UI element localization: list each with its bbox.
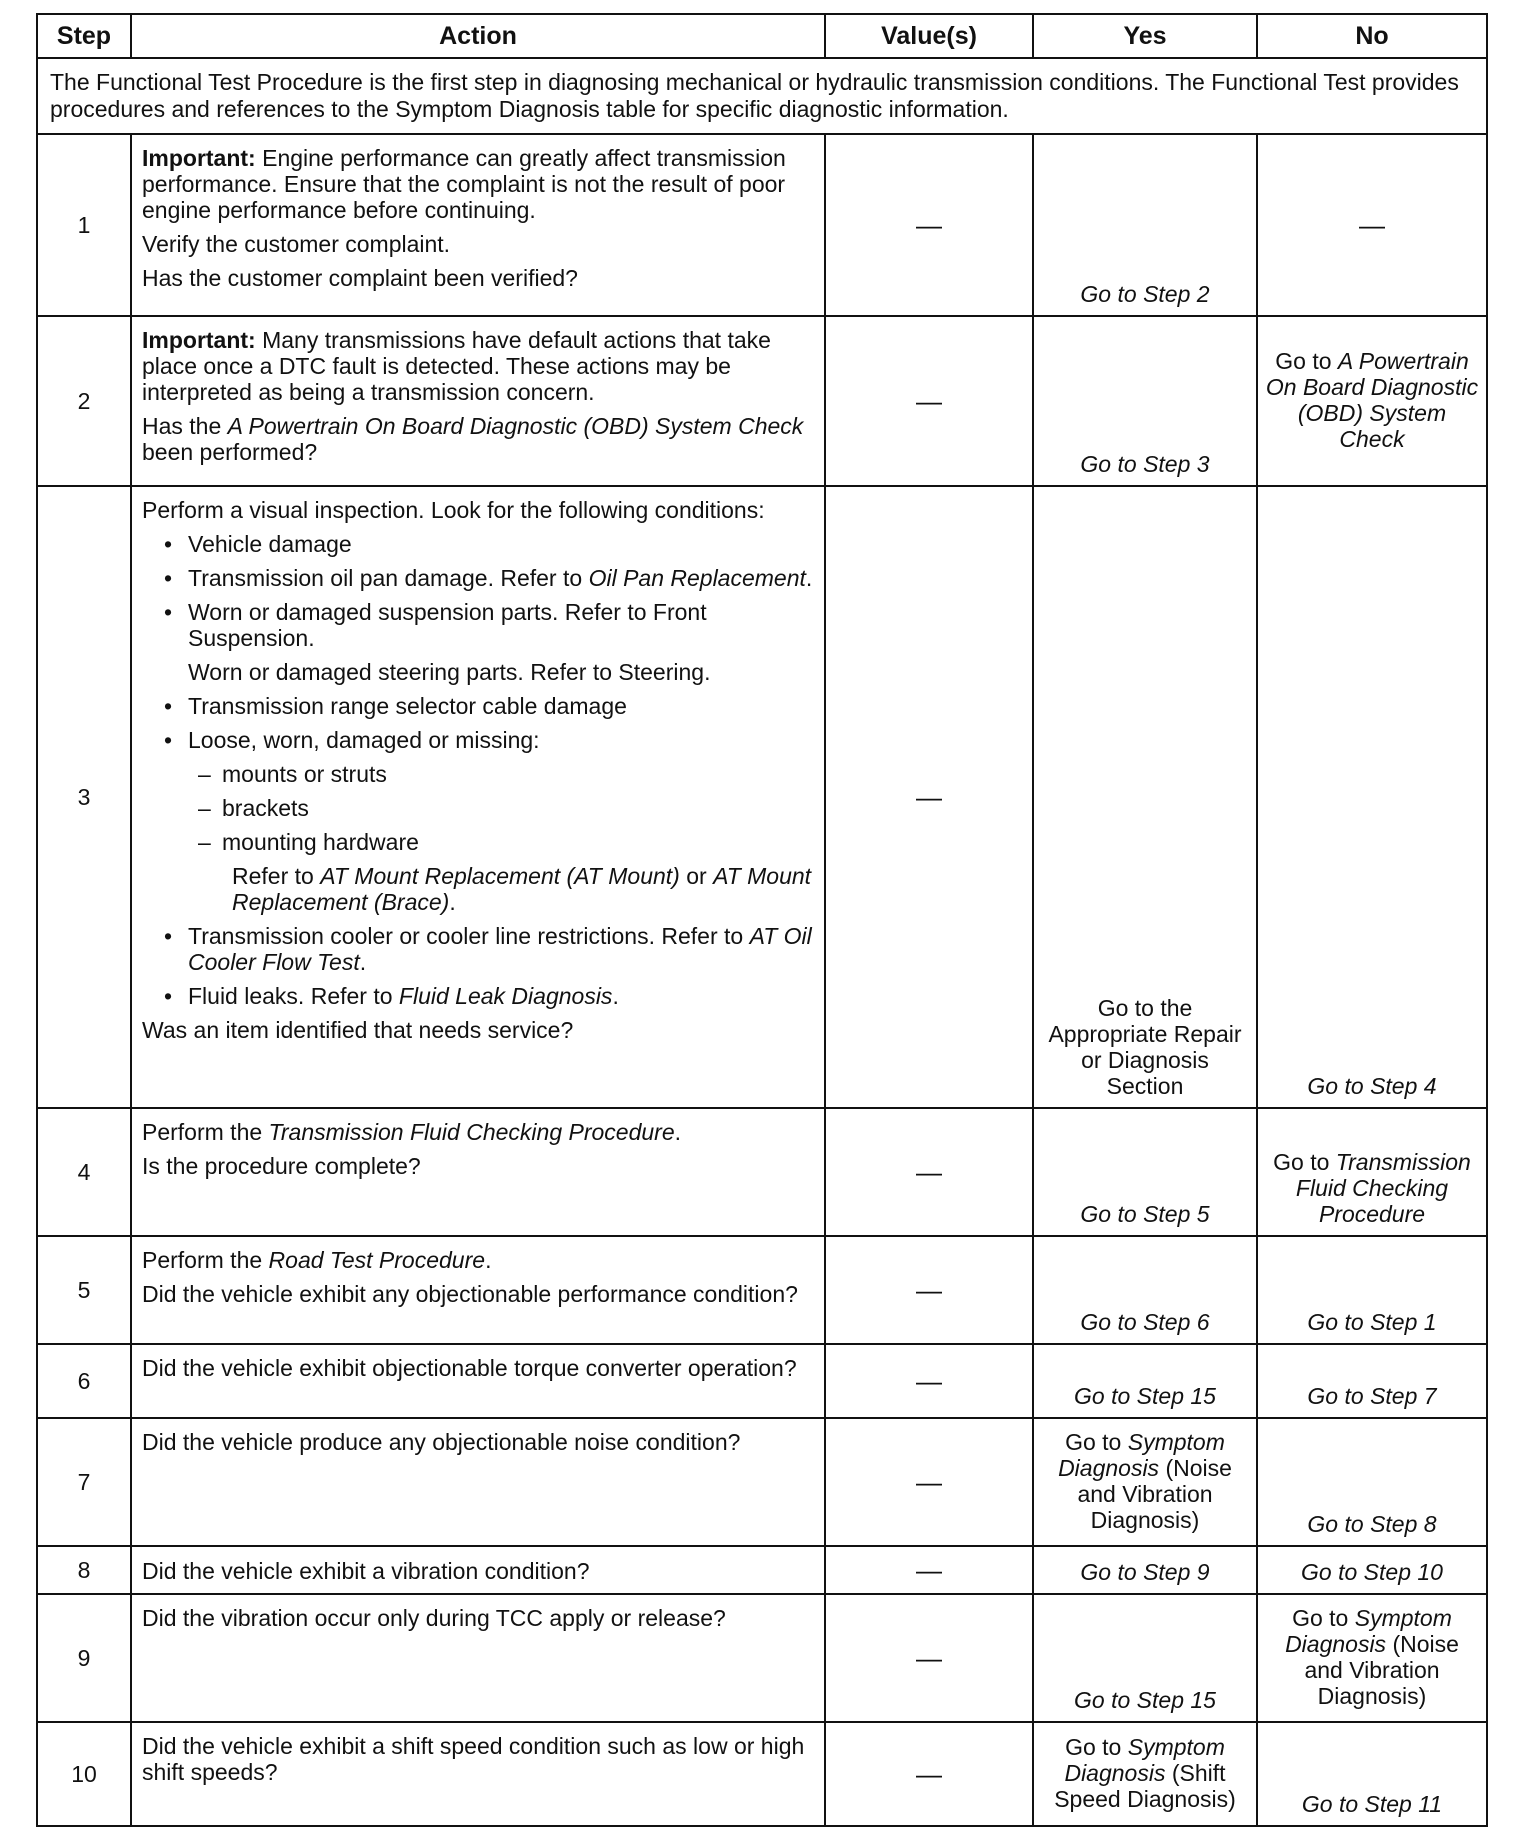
- item-text: .: [359, 949, 367, 975]
- value-cell: —: [825, 486, 1033, 1108]
- header-step: Step: [37, 14, 131, 58]
- action-question: Did the vehicle exhibit any objectionable performance condition?: [142, 1281, 798, 1307]
- sub-list-item: – mounting hardware: [198, 829, 814, 855]
- header-values: Value(s): [825, 14, 1033, 58]
- no-cell: Go to Step 10: [1257, 1546, 1487, 1594]
- table-row: [37, 1418, 1487, 1546]
- no-cell: Go to Step 8: [1257, 1418, 1487, 1546]
- no-text: Go to: [1275, 348, 1338, 374]
- step-number: 7: [37, 1418, 131, 1546]
- item-text: Transmission oil pan damage. Refer to: [188, 565, 589, 591]
- yes-cell: Go to Step 2: [1033, 134, 1257, 316]
- line-text: Perform the: [142, 1247, 269, 1273]
- line-link-text: Transmission Fluid Checking Procedure: [268, 1119, 675, 1145]
- list-item: • Vehicle damage: [164, 531, 814, 557]
- item-link-text: Fluid Leak Diagnosis: [398, 983, 613, 1009]
- step-number: 9: [37, 1594, 131, 1722]
- yes-link-text: Symptom Diagnosis: [1058, 1429, 1225, 1481]
- value-cell: —: [825, 316, 1033, 486]
- value-cell: —: [825, 1108, 1033, 1236]
- action-cell: [131, 486, 825, 1108]
- step-number: 1: [37, 134, 131, 316]
- list-item-continuation: Worn or damaged steering parts. Refer to Steering.: [188, 659, 711, 685]
- action-cell: [131, 1236, 825, 1344]
- yes-link-text: Symptom Diagnosis: [1064, 1734, 1225, 1786]
- list-item: [164, 599, 814, 651]
- ref-text: .: [449, 889, 456, 915]
- action-cell: [131, 1418, 825, 1546]
- value-cell: —: [825, 1344, 1033, 1418]
- value-cell: —: [825, 134, 1033, 316]
- important-label: Important:: [142, 327, 256, 353]
- yes-cell: Go to Step 15: [1033, 1344, 1257, 1418]
- yes-cell: Go to the Appropriate Repair or Diagnosis Section: [1033, 486, 1257, 1108]
- no-text: Go to: [1292, 1605, 1355, 1631]
- no-text: Go to: [1273, 1149, 1336, 1175]
- action-question: Is the procedure complete?: [142, 1153, 421, 1179]
- item-text: Loose, worn, damaged or missing:: [188, 727, 540, 753]
- no-cell: Go to Step 1: [1257, 1236, 1487, 1344]
- item-text: .: [805, 565, 813, 591]
- table-row: [37, 1108, 1487, 1236]
- intro-text: The Functional Test Procedure is the first step in diagnosing mechanical or hydraulic transmission conditions. The Functional Test provides procedures and references to the Symptom Diagnosis table for specific diagnostic information.: [37, 58, 1487, 134]
- table-row: [37, 1594, 1487, 1722]
- action-question: Did the vehicle exhibit a vibration condition?: [142, 1558, 590, 1584]
- no-cell: [1257, 1594, 1487, 1722]
- sub-list-item: – mounts or struts: [198, 761, 814, 787]
- sub-list: [188, 761, 814, 855]
- step-number: 10: [37, 1722, 131, 1826]
- line-text: Perform the: [142, 1119, 269, 1145]
- ref-text: Refer to: [232, 863, 321, 889]
- important-text: Engine performance can greatly affect transmission performance. Ensure that the complaint is not the result of poor engine performance before continuing.: [142, 145, 786, 223]
- table-row: [37, 1236, 1487, 1344]
- action-cell: [131, 1108, 825, 1236]
- item-text: Worn or damaged suspension parts. Refer to Front Suspension.: [188, 599, 707, 651]
- action-line: Verify the customer complaint.: [142, 231, 451, 257]
- no-text: (Noise and Vibration Diagnosis): [1304, 1631, 1459, 1709]
- important-text: Many transmissions have default actions that take place once a DTC fault is detected. These actions may be interpreted as being a transmission concern.: [142, 327, 771, 405]
- line-text: .: [485, 1247, 492, 1273]
- yes-cell: Go to Step 9: [1033, 1546, 1257, 1594]
- table-row: [37, 1722, 1487, 1826]
- action-question: Did the vehicle produce any objectionable noise condition?: [142, 1429, 741, 1455]
- value-cell: —: [825, 1594, 1033, 1722]
- action-question: [142, 413, 814, 465]
- yes-cell: Go to Step 15: [1033, 1594, 1257, 1722]
- yes-cell: Go to Step 6: [1033, 1236, 1257, 1344]
- action-cell: [131, 316, 825, 486]
- yes-text: (Shift Speed Diagnosis): [1054, 1760, 1236, 1812]
- action-question: Has the customer complaint been verified?: [142, 265, 578, 291]
- no-link-text: Symptom Diagnosis: [1285, 1605, 1452, 1657]
- no-cell: [1257, 1108, 1487, 1236]
- no-cell: Go to Step 7: [1257, 1344, 1487, 1418]
- header-row: [37, 14, 1487, 58]
- value-cell: —: [825, 1546, 1033, 1594]
- header-action: Action: [131, 14, 825, 58]
- table-row: [37, 486, 1487, 1108]
- value-cell: —: [825, 1418, 1033, 1546]
- action-cell: [131, 1722, 825, 1826]
- action-intro: Perform a visual inspection. Look for the following conditions:: [142, 497, 765, 523]
- item-text: Fluid leaks. Refer to: [188, 983, 399, 1009]
- action-question: Did the vibration occur only during TCC apply or release?: [142, 1605, 726, 1631]
- list-item: [164, 565, 814, 591]
- action-line: [142, 1119, 814, 1145]
- action-question: Did the vehicle exhibit objectionable torque converter operation?: [142, 1355, 797, 1381]
- list-item: [164, 727, 814, 915]
- ref-link-text: AT Mount Replacement (Brace): [232, 863, 812, 915]
- value-cell: —: [825, 1722, 1033, 1826]
- no-link-text: A Powertrain On Board Diagnostic (OBD) System Check: [1265, 348, 1479, 452]
- step-number: 5: [37, 1236, 131, 1344]
- item-text: Transmission cooler or cooler line restrictions. Refer to: [188, 923, 750, 949]
- table-row: [37, 134, 1487, 316]
- item-link-text: AT Oil Cooler Flow Test: [188, 923, 812, 975]
- yes-cell: Go to Step 3: [1033, 316, 1257, 486]
- intro-row: [37, 58, 1487, 134]
- action-cell: [131, 134, 825, 316]
- header-no: No: [1257, 14, 1487, 58]
- sub-list-item: – brackets: [198, 795, 814, 821]
- table-row: [37, 316, 1487, 486]
- yes-text: (Noise and Vibration Diagnosis): [1077, 1455, 1232, 1533]
- important-label: Important:: [142, 145, 256, 171]
- no-cell: —: [1257, 134, 1487, 316]
- header-yes: Yes: [1033, 14, 1257, 58]
- list-item: • Transmission range selector cable damage: [164, 693, 814, 719]
- action-question: Did the vehicle exhibit a shift speed condition such as low or high shift speeds?: [142, 1733, 805, 1785]
- diagnostic-table: [36, 13, 1488, 1827]
- table-row: [37, 1546, 1487, 1594]
- list-item: [164, 983, 814, 1009]
- list-item: [164, 923, 814, 975]
- yes-cell: [1033, 1722, 1257, 1826]
- yes-text: Go to: [1065, 1734, 1128, 1760]
- condition-list: [142, 693, 814, 1009]
- step-number: 6: [37, 1344, 131, 1418]
- value-cell: —: [825, 1236, 1033, 1344]
- yes-text: Go to: [1065, 1429, 1128, 1455]
- yes-cell: Go to Step 5: [1033, 1108, 1257, 1236]
- action-question: Was an item identified that needs service?: [142, 1017, 574, 1043]
- no-cell: Go to Step 4: [1257, 486, 1487, 1108]
- step-number: 4: [37, 1108, 131, 1236]
- no-cell: [1257, 316, 1487, 486]
- no-cell: Go to Step 11: [1257, 1722, 1487, 1826]
- action-cell: [131, 1546, 825, 1594]
- sub-list-reference: [188, 863, 814, 915]
- question-text: been performed?: [142, 439, 318, 465]
- line-text: .: [674, 1119, 682, 1145]
- step-number: 8: [37, 1546, 131, 1594]
- yes-cell: [1033, 1418, 1257, 1546]
- step-number: 2: [37, 316, 131, 486]
- question-link-text: A Powertrain On Board Diagnostic (OBD) System Check: [227, 413, 804, 439]
- table-row: [37, 1344, 1487, 1418]
- line-link-text: Road Test Procedure: [268, 1247, 486, 1273]
- no-link-text: Transmission Fluid Checking Procedure: [1295, 1149, 1471, 1227]
- action-line: [142, 1247, 814, 1273]
- action-cell: [131, 1344, 825, 1418]
- condition-list: [142, 531, 814, 651]
- item-link-text: Oil Pan Replacement: [588, 565, 806, 591]
- question-text: Has the: [142, 413, 228, 439]
- item-text: .: [612, 983, 619, 1009]
- ref-text: or: [679, 863, 714, 889]
- action-cell: [131, 1594, 825, 1722]
- ref-link-text: AT Mount Replacement (AT Mount): [320, 863, 680, 889]
- step-number: 3: [37, 486, 131, 1108]
